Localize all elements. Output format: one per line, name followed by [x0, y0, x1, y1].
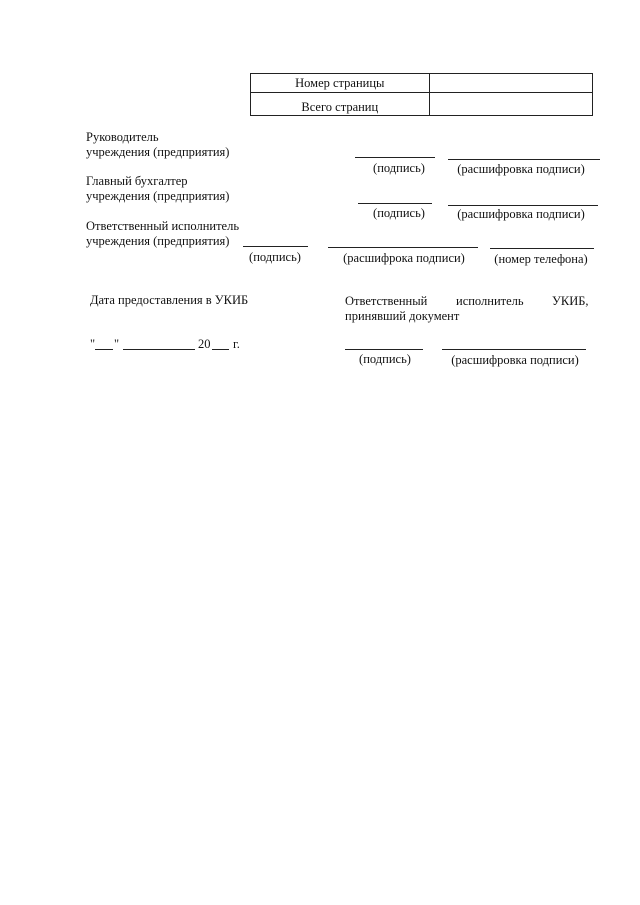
executor-label-line2: учреждения (предприятия): [86, 234, 230, 248]
accountant-decode-line[interactable]: [448, 205, 598, 206]
date-month-line[interactable]: [123, 349, 195, 350]
executor-sign-caption: (подпись): [249, 250, 301, 264]
head-label-line1: Руководитель: [86, 130, 159, 144]
accountant-label-line1: Главный бухгалтер: [86, 174, 188, 188]
ukib-receiver-word3: УКИБ,: [552, 294, 589, 308]
executor-phone-line[interactable]: [490, 248, 594, 249]
head-decode-line[interactable]: [448, 159, 600, 160]
accountant-label-line2: учреждения (предприятия): [86, 189, 230, 203]
accountant-signature-line[interactable]: [358, 203, 432, 204]
accountant-sign-caption: (подпись): [373, 206, 425, 220]
executor-phone-caption: (номер телефона): [494, 252, 588, 266]
date-quote-close: ": [114, 337, 120, 351]
ukib-date-label: Дата предоставления в УКИБ: [90, 293, 249, 307]
head-label-line2: учреждения (предприятия): [86, 145, 230, 159]
total-pages-field[interactable]: [429, 93, 592, 116]
head-decode-caption: (расшифровка подписи): [457, 162, 585, 176]
ukib-decode-caption: (расшифровка подписи): [451, 353, 579, 367]
ukib-receiver-word1: Ответственный: [345, 294, 428, 308]
head-sign-caption: (подпись): [373, 161, 425, 175]
ukib-receiver-line2: принявший документ: [345, 309, 460, 323]
executor-decode-line[interactable]: [328, 247, 478, 248]
date-day-line[interactable]: [95, 349, 113, 350]
ukib-decode-line[interactable]: [442, 349, 586, 350]
accountant-decode-caption: (расшифровка подписи): [457, 207, 585, 221]
executor-signature-line[interactable]: [243, 246, 308, 247]
ukib-signature-line[interactable]: [345, 349, 423, 350]
page-number-label: Номер страницы: [251, 74, 430, 93]
date-quote-open: ": [90, 337, 96, 351]
date-suffix: г.: [233, 337, 240, 351]
date-year-line[interactable]: [212, 349, 229, 350]
executor-decode-caption: (расшифрока подписи): [343, 251, 465, 265]
head-signature-line[interactable]: [355, 157, 435, 158]
page-count-table: [250, 73, 593, 116]
ukib-sign-caption: (подпись): [359, 352, 411, 366]
executor-label-line1: Ответственный исполнитель: [86, 219, 240, 233]
total-pages-label: Всего страниц: [251, 93, 430, 116]
date-year-prefix: 20: [198, 337, 211, 351]
page-number-row: [251, 74, 593, 93]
page-number-field[interactable]: [429, 74, 592, 93]
ukib-receiver-word2: исполнитель: [456, 294, 524, 308]
total-pages-row: [251, 93, 593, 116]
